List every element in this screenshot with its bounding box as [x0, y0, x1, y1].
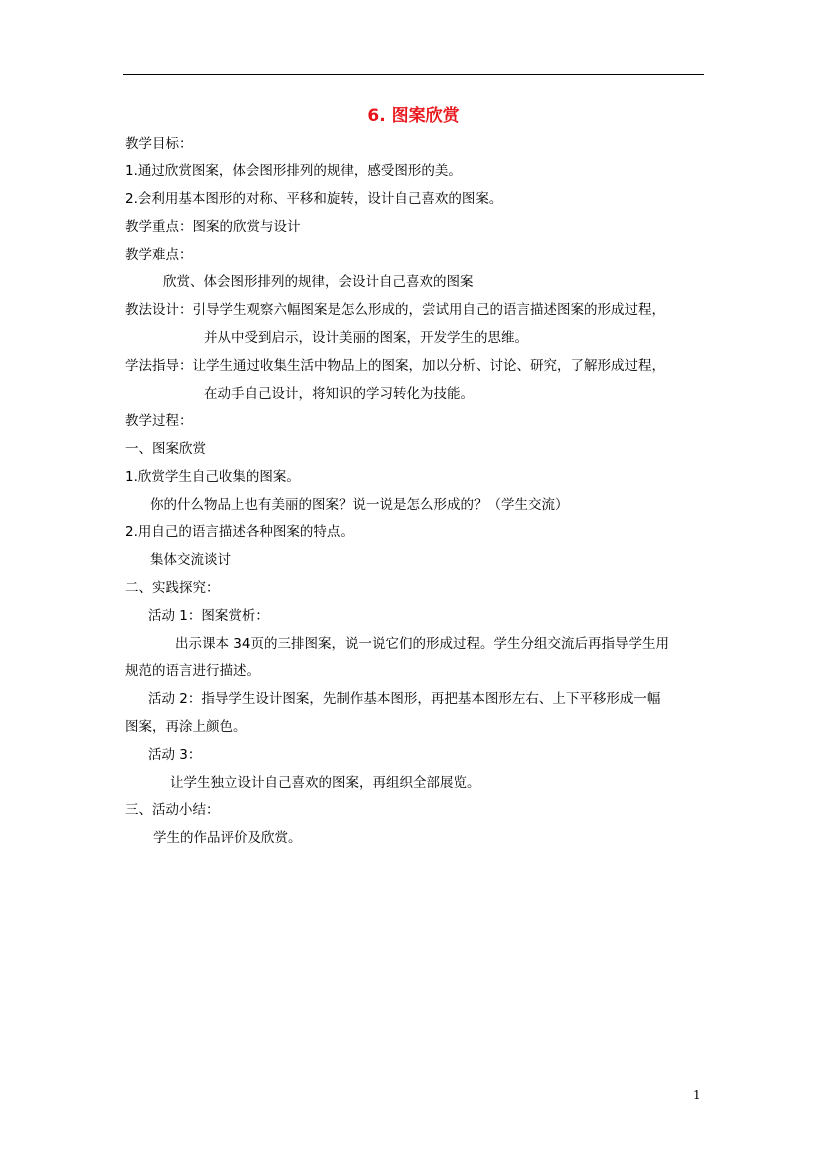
header-rule [123, 74, 704, 75]
text-line: 教学目标： [125, 136, 193, 152]
text-line: 2.用自己的语言描述各种图案的特点。 [125, 524, 354, 540]
text-line: 规范的语言进行描述。 [125, 663, 260, 679]
text-line: 教学重点：图案的欣赏与设计 [125, 219, 301, 235]
text-line: 集体交流谈讨 [150, 552, 231, 568]
text-line: 活动 3： [148, 747, 202, 763]
text-line: 二、实践探究： [125, 580, 220, 596]
page-title: 6. 图案欣赏 [367, 106, 460, 126]
text-line: 活动 1：图案赏析： [148, 608, 269, 624]
text-line: 一、图案欣赏 [125, 441, 206, 457]
text-line: 学生的作品评价及欣赏。 [153, 830, 302, 846]
text-line: 活动 2：指导学生设计图案，先制作基本图形，再把基本图形左右、上下平移形成一幅 [148, 691, 661, 707]
text-line: 出示课本 34页的三排图案，说一说它们的形成过程。学生分组交流后再指导学生用 [175, 636, 669, 652]
text-line: 2.会利用基本图形的对称、平移和旋转，设计自己喜欢的图案。 [125, 191, 503, 207]
text-line: 1.欣赏学生自己收集的图案。 [125, 469, 300, 485]
text-line: 教法设计：引导学生观察六幅图案是怎么形成的，尝试用自己的语言描述图案的形成过程， [125, 302, 665, 318]
text-line: 你的什么物品上也有美丽的图案？说一说是怎么形成的？（学生交流） [150, 497, 569, 513]
text-line: 让学生独立设计自己喜欢的图案，再组织全部展览。 [170, 775, 481, 791]
text-line: 教学难点： [125, 247, 193, 263]
text-line: 欣赏、体会图形排列的规律，会设计自己喜欢的图案 [163, 274, 474, 290]
page-number: 1 [693, 1088, 701, 1102]
text-line: 并从中受到启示，设计美丽的图案，开发学生的思维。 [204, 330, 528, 346]
text-line: 教学过程： [125, 413, 193, 429]
text-line: 图案，再涂上颜色。 [125, 719, 247, 735]
text-line: 1.通过欣赏图案，体会图形排列的规律，感受图形的美。 [125, 163, 462, 179]
text-line: 学法指导：让学生通过收集生活中物品上的图案，加以分析、讨论、研究，了解形成过程， [125, 358, 665, 374]
text-line: 三、活动小结： [125, 802, 220, 818]
text-line: 在动手自己设计，将知识的学习转化为技能。 [204, 386, 474, 402]
